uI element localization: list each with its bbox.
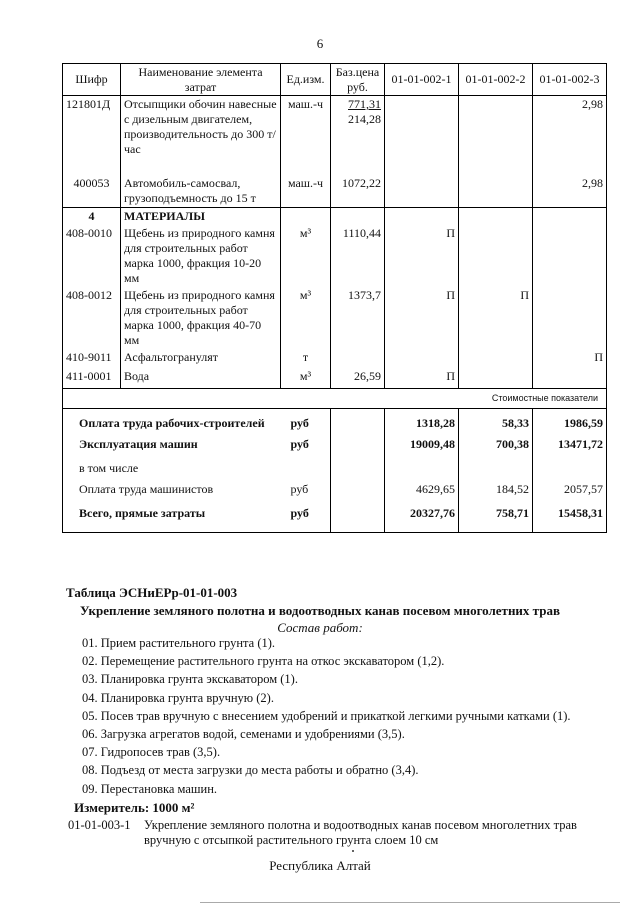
- table-row: [63, 175, 607, 208]
- summary-label: Эксплуатация машин: [63, 434, 281, 458]
- summary-label: Всего, прямые затраты: [63, 503, 281, 533]
- col-header: Шифр: [63, 64, 121, 96]
- cost-header: Стоимостные показатели: [63, 388, 607, 408]
- table-row: [63, 287, 607, 349]
- row-cell: [533, 368, 607, 388]
- row-unit: м³: [281, 225, 331, 287]
- list-item: 06. Загрузка агрегатов водой, семенами и удобрениями (3,5).: [82, 727, 405, 742]
- row-cell: П: [459, 287, 533, 349]
- list-item: 05. Посев трав вручную с внесением удобрений и прикаткой легкими ручными катками (1).: [82, 708, 571, 723]
- item-description: Укрепление земляного полотна и водоотводных канав посевом многолетних трав вручную с отсыпкой растительного грунта слоем 10 см: [144, 818, 577, 847]
- row-cell: [533, 225, 607, 287]
- row-cell: П: [385, 287, 459, 349]
- row-price: 26,59: [331, 368, 385, 388]
- summary-unit: руб: [290, 415, 309, 430]
- section-number: 4: [63, 208, 121, 226]
- summary-cell: 184,52: [459, 479, 533, 503]
- list-item: 08. Подъезд от места загрузки до места работы и обратно (3,4).: [82, 763, 419, 778]
- summary-cell: 1318,28: [385, 408, 459, 434]
- summary-label: Оплата труда машинистов: [63, 479, 281, 503]
- page-number: 6: [316, 36, 324, 51]
- price-secondary: 214,28: [348, 112, 381, 126]
- summary-cell: 19009,48: [385, 434, 459, 458]
- summary-cell: 20327,76: [385, 503, 459, 533]
- col-header: Ед.изм.: [281, 64, 331, 96]
- row-code: 411-0001: [63, 368, 121, 388]
- bottom-divider: [200, 902, 620, 903]
- list-item: 07. Гидропосев трав (3,5).: [82, 745, 221, 760]
- col-header: Баз.цена руб.: [331, 64, 385, 96]
- row-price: [331, 96, 385, 175]
- summary-unit: руб: [290, 436, 309, 451]
- summary-cell: 13471,72: [533, 434, 607, 458]
- row-price: [331, 349, 385, 368]
- row-cell: [459, 349, 533, 368]
- row-name: Асфальтогранулят: [121, 349, 281, 368]
- summary-label: Оплата труда рабочих-строителей: [63, 408, 281, 434]
- table-header-row: [63, 64, 607, 96]
- list-item: 01. Прием растительного грунта (1).: [82, 636, 276, 650]
- col-header: 01-01-002-3: [533, 64, 607, 96]
- row-cell: [459, 225, 533, 287]
- list-item: 02. Перемещение растительного грунта на откос экскаватором (1,2).: [82, 654, 445, 669]
- composition-title: Состав работ:: [277, 620, 363, 635]
- row-code: 408-0012: [63, 287, 121, 349]
- summary-cell: 2057,57: [533, 479, 607, 503]
- row-code: 410-9011: [63, 349, 121, 368]
- row-cell: П: [385, 225, 459, 287]
- row-code: 400053: [63, 175, 121, 208]
- summary-unit: руб: [290, 481, 309, 496]
- row-name: Отсыпщики обочин навесные с дизельным двигателем, производительность до 300 т/час: [121, 96, 281, 175]
- section-row: [63, 208, 607, 226]
- summary-row: [63, 503, 607, 533]
- row-cell: [459, 368, 533, 388]
- row-price: 1110,44: [331, 225, 385, 287]
- table-row: [63, 225, 607, 287]
- row-unit: маш.-ч: [281, 96, 331, 175]
- row-cell: П: [385, 368, 459, 388]
- list-item: 04. Планировка грунта вручную (2).: [82, 690, 274, 705]
- works-list: [82, 634, 571, 798]
- row-cell: П: [533, 349, 607, 368]
- row-code: 408-0010: [63, 225, 121, 287]
- list-item: 03. Планировка грунта экскаватором (1).: [82, 672, 298, 687]
- price-main: 771,31: [348, 97, 381, 111]
- row-price: 1072,22: [331, 175, 385, 208]
- table-row: [63, 368, 607, 388]
- table-title: Таблица ЭСНиЕРр-01-01-003: [66, 585, 238, 600]
- row-price: 1373,7: [331, 287, 385, 349]
- item-code: 01-01-003-1: [68, 818, 131, 832]
- stray-dot: [352, 850, 354, 852]
- summary-cell: 700,38: [459, 434, 533, 458]
- row-unit: м³: [281, 368, 331, 388]
- row-cell: [385, 175, 459, 208]
- summary-row: [63, 434, 607, 458]
- col-header: 01-01-002-2: [459, 64, 533, 96]
- section-title: МАТЕРИАЛЫ: [121, 208, 281, 226]
- footer-region: Республика Алтай: [269, 858, 371, 873]
- col-header: 01-01-002-1: [385, 64, 459, 96]
- row-cell: [459, 175, 533, 208]
- row-cell: [385, 349, 459, 368]
- row-name: Вода: [121, 368, 281, 388]
- summary-row: [63, 458, 607, 479]
- row-cell: [459, 96, 533, 175]
- summary-label: в том числе: [63, 458, 281, 479]
- row-code: 121801Д: [63, 96, 121, 175]
- list-item: 09. Перестановка машин.: [82, 781, 218, 796]
- row-unit: м³: [281, 287, 331, 349]
- summary-cell: 1986,59: [533, 408, 607, 434]
- summary-cell: 758,71: [459, 503, 533, 533]
- row-cell: [533, 287, 607, 349]
- col-header: Наименование элемента затрат: [121, 64, 281, 96]
- measure-unit: Измеритель: 1000 м²: [74, 800, 195, 815]
- row-unit: маш.-ч: [281, 175, 331, 208]
- cost-header-row: [63, 388, 607, 408]
- row-name: Щебень из природного камня для строительных работ марка 1000, фракция 10-20 мм: [121, 225, 281, 287]
- summary-row: [63, 479, 607, 503]
- summary-cell: 15458,31: [533, 503, 607, 533]
- row-cell: [385, 96, 459, 175]
- row-cell: 2,98: [533, 96, 607, 175]
- row-name: Автомобиль-самосвал, грузоподъемность до 15 т: [121, 175, 281, 208]
- row-name: Щебень из природного камня для строительных работ марка 1000, фракция 40-70 мм: [121, 287, 281, 349]
- summary-cell: 58,33: [459, 408, 533, 434]
- table-row: [63, 96, 607, 175]
- row-unit: т: [281, 349, 331, 368]
- resource-table: [62, 63, 607, 533]
- table-subtitle: Укрепление земляного полотна и водоотводных канав посевом многолетних трав: [80, 603, 560, 618]
- row-cell: 2,98: [533, 175, 607, 208]
- summary-unit: руб: [281, 503, 331, 533]
- summary-row: [63, 408, 607, 434]
- table-row: [63, 349, 607, 368]
- summary-cell: 4629,65: [385, 479, 459, 503]
